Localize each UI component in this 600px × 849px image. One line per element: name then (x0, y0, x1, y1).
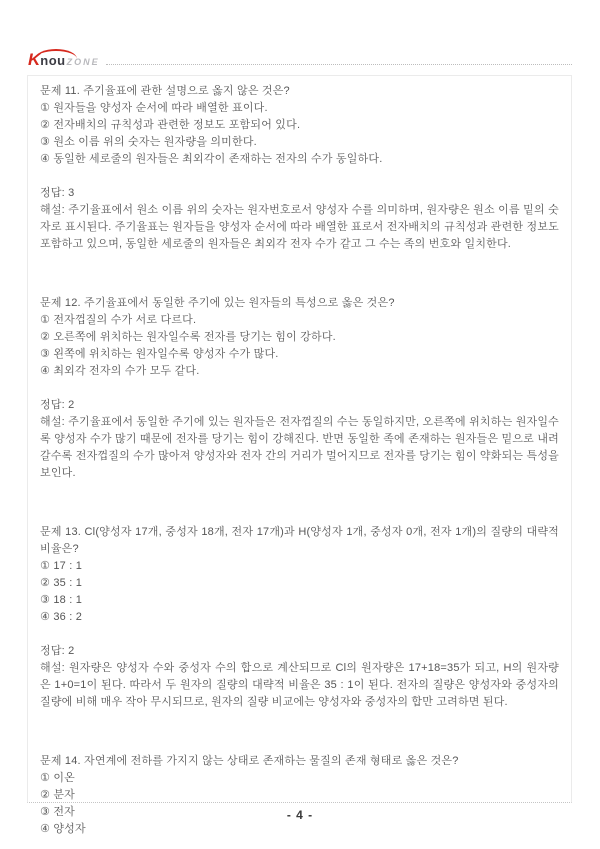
logo-swoosh-icon (35, 49, 77, 60)
question-block-11 (40, 83, 559, 253)
question-option: ② 35 : 1 (40, 577, 83, 589)
question-option: ③ 전자 (40, 806, 75, 818)
question-block-12 (40, 295, 559, 482)
answer-line: 정답: 2 (40, 399, 75, 411)
question-option: ① 이온 (40, 772, 75, 784)
knouzone-logo (28, 49, 100, 67)
explanation-text: 해설: 원자량은 양성자 수와 중성자 수의 합으로 계산되므로 Cl의 원자량은 17+18=35가 되고, H의 원자량은 1+0=1이 된다. 따라서 두 원자의 질량의 대략적 비율은 35 : 1이 된다. 전자의 질량은 양성자와 중성자의 질량에 비해 매우 작아 무시되므로, 원자의 질량 비교에는 양성자와 중성자의 합만 고려하면 된다. (40, 662, 559, 708)
header-dotted-rule (106, 64, 572, 65)
answer-line: 정답: 2 (40, 645, 75, 657)
exam-content-box (27, 75, 572, 835)
question-option: ④ 동일한 세로줄의 원자들은 최외각이 존재하는 전자의 수가 동일하다. (40, 153, 383, 165)
page-header (28, 49, 572, 67)
question-option: ② 오른쪽에 위치하는 원자일수록 전자를 당기는 힘이 강하다. (40, 331, 336, 343)
question-option: ② 분자 (40, 789, 75, 801)
question-option: ② 전자배치의 규칙성과 관련한 정보도 포함되어 있다. (40, 119, 301, 131)
question-option: ④ 36 : 2 (40, 611, 83, 623)
question-option: ① 전자껍질의 수가 서로 다르다. (40, 314, 197, 326)
question-option: ③ 18 : 1 (40, 594, 83, 606)
question-option: ① 17 : 1 (40, 560, 83, 572)
logo-letter-k: K (28, 50, 41, 69)
question-title: 문제 11. 주기율표에 관한 설명으로 옳지 않은 것은? (40, 85, 290, 97)
question-title: 문제 14. 자연계에 전하를 가지지 않는 상태로 존재하는 물질의 존재 형태로 옳은 것은? (40, 755, 459, 767)
question-title: 문제 13. Cl(양성자 17개, 중성자 18개, 전자 17개)과 H(양성자 1개, 중성자 0개, 전자 1개)의 질량의 대략적 비율은? (40, 526, 559, 555)
question-option: ③ 원소 이름 위의 숫자는 원자량을 의미한다. (40, 136, 257, 148)
explanation-text: 해설: 주기율표에서 동일한 주기에 있는 원자들은 전자껍질의 수는 동일하지만, 오른쪽에 위치하는 원자일수록 양성자 수가 많기 때문에 전자를 당기는 힘이 강해진다. 반면 동일한 족에 존재하는 원자들은 밑으로 내려갈수록 전자껍질의 수가 많아져 양성자와 전자 간의 거리가 멀어지므로 전자를 당기는 힘이 약화되는 특성을 보인다. (40, 416, 559, 479)
question-block-14 (40, 753, 559, 838)
question-option: ③ 왼쪽에 위치하는 원자일수록 양성자 수가 많다. (40, 348, 279, 360)
answer-line: 정답: 3 (40, 187, 75, 199)
question-option: ① 원자들을 양성자 순서에 따라 배열한 표이다. (40, 102, 268, 114)
page-number: - 4 - (286, 808, 314, 822)
question-option: ④ 최외각 전자의 수가 모두 같다. (40, 365, 200, 377)
question-option: ④ 양성자 (40, 823, 86, 835)
question-block-13 (40, 524, 559, 711)
logo-text-nou: nou (40, 53, 66, 68)
question-title: 문제 12. 주기율표에서 동일한 주기에 있는 원자들의 특성으로 옳은 것은? (40, 297, 395, 309)
logo-text-zone: ZONE (66, 57, 100, 67)
explanation-text: 해설: 주기율표에서 원소 이름 위의 숫자는 원자번호로서 양성자 수를 의미하며, 원자량은 원소 이름 밑의 숫자로 표시된다. 주기율표는 원자들을 양성자 순서에 따라 배열한 표로서 전자배치의 규칙성과 관련한 정보도 포함하고 있으며, 동일한 세로줄의 원자들은 최외각 전자 수가 같고 그 수는 족의 번호와 일치한다. (40, 204, 559, 250)
